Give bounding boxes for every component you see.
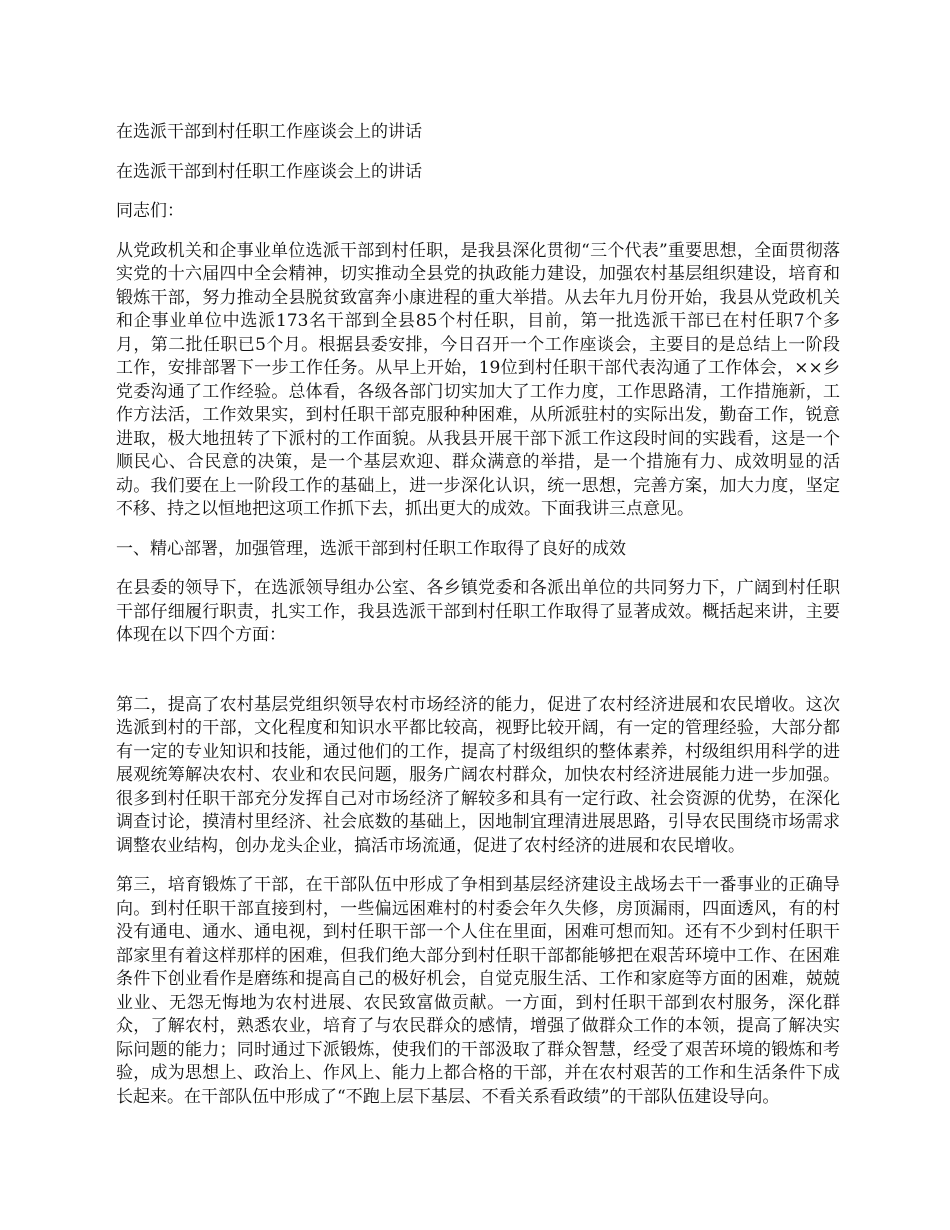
paragraph-section-1-intro: 在县委的领导下，在选派领导组办公室、各乡镇党委和各派出单位的共同努力下，广阔到村任职干部仔细履行职责，扎实工作，我县选派干部到村任职工作取得了显著成效。概括起来讲，主要体现在以下四个方面：: [116, 578, 840, 645]
paragraph-third-point: 第三，培育锻炼了干部，在干部队伍中形成了争相到基层经济建设主战场去干一番事业的正确导向。到村任职干部直接到村，一些偏远困难村的村委会年久失修，房顶漏雨，四面透风，有的村没有通电、通水、通电视，到村任职干部一个人住在里面，困难可想而知。还有不少到村任职干部家里有着这样那样的困难，但我们绝大部分到村任职干部都能够把在艰苦环境中工作、在困难条件下创业看作是磨练和提高自己的极好机会，自觉克服生活、工作和家庭等方面的困难，兢兢业业、无怨无悔地为农村进展、农民致富做贡献。一方面，到村任职干部到农村服务，深化群众，了解农村，熟悉农业，培育了与农民群众的感情，增强了做群众工作的本领，提高了解决实际问题的能力；同时通过下派锻炼，使我们的干部汲取了群众智慧，经受了艰苦环境的锻炼和考验，成为思想上、政治上、作风上、能力上都合格的干部，并在农村艰苦的工作和生活条件下成长起来。在干部队伍中形成了“不跑上层下基层、不看关系看政绩”的干部队伍建设导向。: [116, 875, 840, 1107]
document-title: 在选派干部到村任职工作座谈会上的讲话: [116, 122, 422, 142]
section-heading-1: 一、精心部署，加强管理，选派干部到村任职工作取得了良好的成效: [116, 538, 626, 559]
paragraph-intro: 从党政机关和企事业单位选派干部到村任职，是我县深化贯彻“三个代表”重要思想，全面贯彻落实党的十六届四中全会精神，切实推动全县党的执政能力建设，加强农村基层组织建设，培育和锻炼干部，努力推动全县脱贫致富奔小康进程的重大举措。从去年九月份开始，我县从党政机关和企事业单位中选派173名干部到全县85个村任职，目前，第一批选派干部已在村任职7个多月，第二批任职已5个月。根据县委安排，今日召开一个工作座谈会，主要目的是总结上一阶段工作，安排部署下一步工作任务。从早上开始，19位到村任职干部代表沟通了工作体会，××乡党委沟通了工作经验。总体看，各级各部门切实加大了工作力度，工作思路清，工作措施新，工作方法活，工作效果实，到村任职干部克服种种困难，从所派驻村的实际出发，勤奋工作，锐意进取，极大地扭转了下派村的工作面貌。从我县开展干部下派工作这段时间的实践看，这是一个顺民心、合民意的决策，是一个基层欢迎、群众满意的举措，是一个措施有力、成效明显的活动。我们要在上一阶段工作的基础上，进一步深化认识，统一思想，完善方案，加大力度，坚定不移、持之以恒地把这项工作抓下去，抓出更大的成效。下面我讲三点意见。: [116, 240, 840, 519]
document-page: [116, 121, 840, 1109]
document-subtitle: 在选派干部到村任职工作座谈会上的讲话: [116, 161, 422, 182]
greeting: 同志们：: [116, 201, 184, 221]
paragraph-second-point: 第二，提高了农村基层党组织领导农村市场经济的能力，促进了农村经济进展和农民增收。这次选派到村的干部，文化程度和知识水平都比较高，视野比较开阔，有一定的管理经验，大部分都有一定的专业知识和技能，通过他们的工作，提高了村级组织的整体素养，村级组织用科学的进展观统筹解决农村、农业和农民问题，服务广阔农村群众，加快农村经济进展能力进一步加强。很多到村任职干部充分发挥自己对市场经济了解较多和具有一定行政、社会资源的优势，在深化调查讨论，摸清村里经济、社会底数的基础上，因地制宜理清进展思路，引导农民围绕市场需求调整农业结构，创办龙头企业，搞活市场流通，促进了农村经济的进展和农民增收。: [116, 694, 840, 856]
